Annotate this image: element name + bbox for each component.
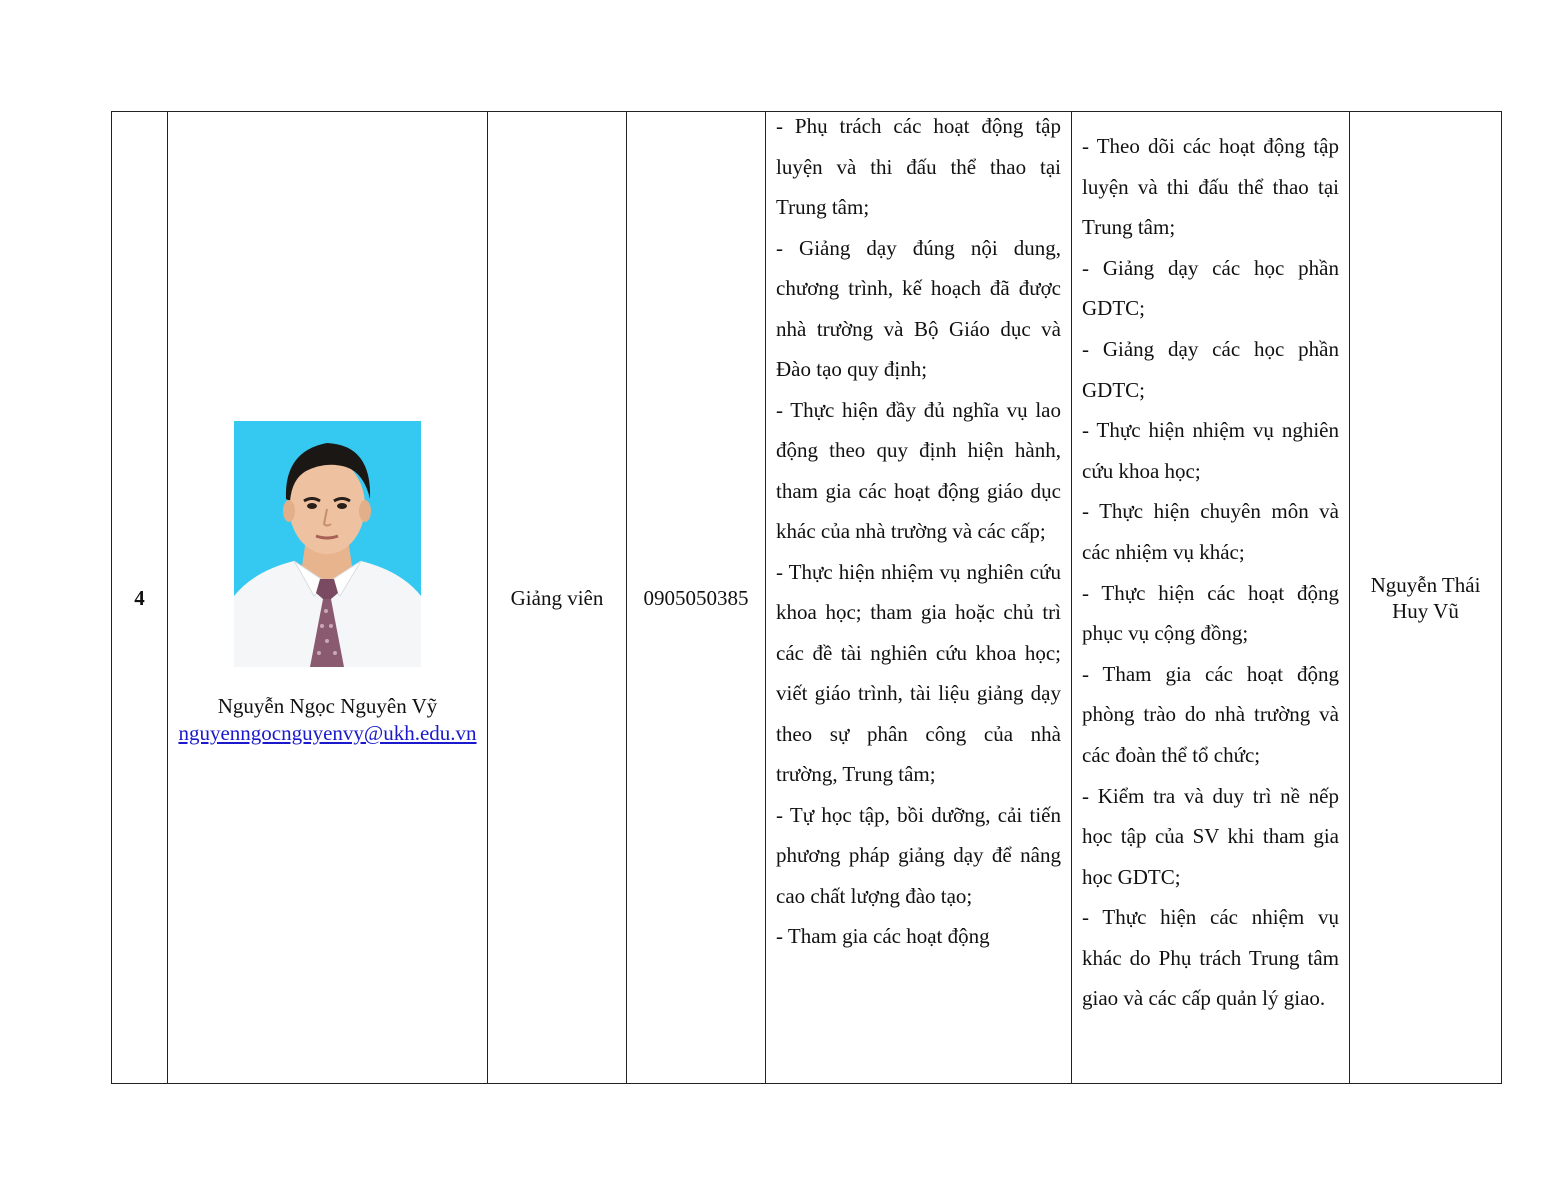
staff-table-container	[111, 111, 1502, 1084]
duty-item: - Phụ trách các hoạt động tập luyện và thi đấu thể thao tại Trung tâm;	[776, 114, 1061, 219]
task-item: - Theo dõi các hoạt động tập luyện và thi đấu thể thao tại Trung tâm;	[1082, 134, 1339, 240]
stt-cell	[112, 112, 168, 1084]
task-item: - Thực hiện chuyên môn và các nhiệm vụ khác;	[1082, 499, 1339, 564]
phone-cell	[627, 112, 766, 1084]
duty-item: - Thực hiện nhiệm vụ nghiên cứu khoa học; tham gia hoặc chủ trì các đề tài nghiên cứu khoa học; viết giáo trình, tài liệu giảng dạy theo sự phân công của nhà trường, Trung tâm;	[776, 559, 1061, 786]
tasks-cell	[1072, 112, 1350, 1084]
stt-number: 4	[134, 585, 145, 610]
portrait-figure-icon	[234, 421, 421, 667]
name-cell	[168, 112, 488, 1084]
task-item: - Thực hiện các nhiệm vụ khác do Phụ trách Trung tâm giao và các cấp quản lý giao.	[1082, 905, 1339, 1011]
task-item: - Giảng dạy các học phần GDTC;	[1082, 255, 1339, 321]
table-row	[112, 112, 1502, 1084]
duties-cell	[766, 112, 1072, 1084]
portrait-photo	[234, 421, 421, 667]
task-item: - Kiểm tra và duy trì nề nếp học tập của SV khi tham gia học GDTC;	[1082, 783, 1339, 889]
supervisor-name: Nguyễn Thái Huy Vũ	[1370, 572, 1481, 623]
duties-list	[766, 112, 1071, 957]
task-item: - Thực hiện nhiệm vụ nghiên cứu khoa học;	[1082, 418, 1339, 483]
task-item: - Tham gia các hoạt động phòng trào do nhà trường và các đoàn thể tổ chức;	[1082, 661, 1339, 767]
role-cell	[488, 112, 627, 1084]
duty-item: - Giảng dạy đúng nội dung, chương trình, kế hoạch đã được nhà trường và Bộ Giáo dục và Đào tạo quy định;	[776, 235, 1061, 381]
duty-item: - Tự học tập, bồi dưỡng, cải tiến phương pháp giảng dạy để nâng cao chất lượng đào tạo;	[776, 802, 1061, 908]
supervisor-cell	[1350, 112, 1502, 1084]
tasks-list	[1072, 112, 1349, 1019]
staff-table	[111, 111, 1502, 1084]
email-link[interactable]: nguyenngocnguyenvy@ukh.edu.vn	[178, 721, 477, 745]
duty-item: - Tham gia các hoạt động	[776, 924, 990, 948]
person-name: Nguyễn Ngọc Nguyên Vỹ	[217, 694, 438, 718]
name-block	[168, 693, 487, 747]
role-text: Giảng viên	[510, 585, 604, 610]
task-item: - Thực hiện các hoạt động phục vụ cộng đồng;	[1082, 580, 1339, 646]
task-item: - Giảng dạy các học phần GDTC;	[1082, 336, 1339, 402]
duty-item: - Thực hiện đầy đủ nghĩa vụ lao động theo quy định hiện hành, tham gia các hoạt động giáo dục khác của nhà trường và các cấp;	[776, 397, 1061, 543]
phone-text: 0905050385	[643, 585, 749, 610]
